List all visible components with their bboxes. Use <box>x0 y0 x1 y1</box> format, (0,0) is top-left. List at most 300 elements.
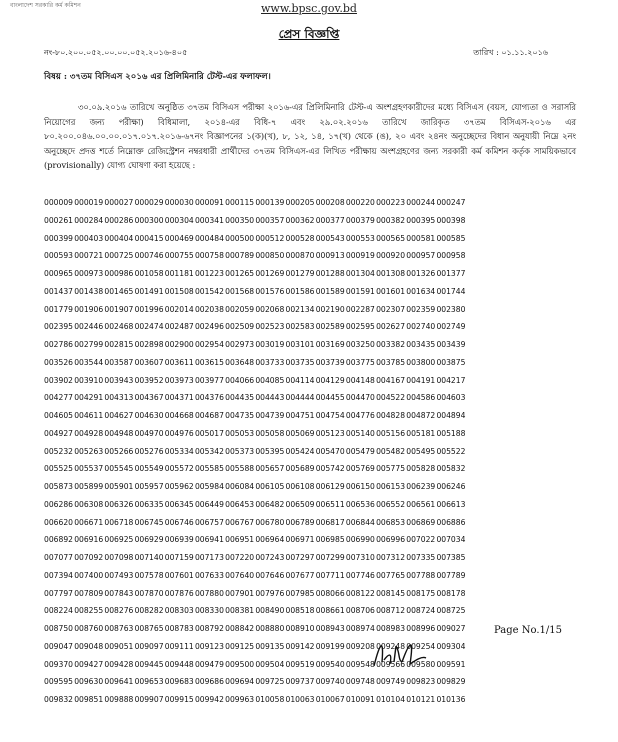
corner-logo-text: বাংলাদেশ সরকারি কর্ম কমিশন <box>10 2 81 9</box>
roll-number: 005373 <box>225 446 255 456</box>
roll-number: 000027 <box>104 198 134 207</box>
roll-number: 008224 <box>44 606 73 616</box>
roll-number: 007711 <box>315 570 345 580</box>
roll-number: 000965 <box>44 269 73 278</box>
roll-number: 001906 <box>74 304 104 314</box>
roll-number: 003101 <box>285 340 315 349</box>
roll-number: 000139 <box>255 198 285 207</box>
roll-number: 004739 <box>255 411 285 420</box>
roll-number: 009199 <box>315 641 345 651</box>
roll-number: 000030 <box>164 198 194 207</box>
document-title: প্রেস বিজ্ঞপ্তি <box>278 27 340 41</box>
roll-number: 006620 <box>44 517 73 527</box>
roll-number: 000395 <box>406 215 436 225</box>
roll-number: 007394 <box>44 570 73 580</box>
roll-number: 004776 <box>345 411 375 420</box>
roll-number: 009125 <box>225 641 255 651</box>
roll-row <box>44 478 584 496</box>
roll-number: 001181 <box>164 269 194 278</box>
roll-number: 003615 <box>194 357 224 367</box>
roll-number: 005585 <box>194 464 224 474</box>
roll-number: 004191 <box>406 375 436 385</box>
roll-number: 000746 <box>134 251 164 261</box>
roll-number: 002589 <box>315 322 345 332</box>
roll-number: 005495 <box>406 446 436 456</box>
roll-number: 006335 <box>134 499 164 509</box>
roll-number: 007646 <box>255 570 285 580</box>
roll-number: 000585 <box>436 233 466 243</box>
roll-number: 005156 <box>376 428 406 438</box>
roll-number: 003526 <box>44 357 73 367</box>
roll-number: 000029 <box>134 198 164 207</box>
roll-number: 009500 <box>225 659 255 669</box>
roll-row <box>44 212 584 230</box>
roll-number: 009686 <box>194 677 224 687</box>
roll-row <box>44 336 584 354</box>
roll-number: 006536 <box>345 499 375 509</box>
roll-number: 000261 <box>44 215 73 225</box>
roll-number: 003902 <box>44 375 73 385</box>
roll-number: 004605 <box>44 411 73 420</box>
roll-number: 002815 <box>104 340 134 349</box>
roll-number: 007312 <box>376 553 406 562</box>
roll-number: 002509 <box>225 322 255 332</box>
roll-number: 008706 <box>345 606 375 616</box>
roll-number: 009829 <box>436 677 466 687</box>
roll-row <box>44 460 584 478</box>
roll-number: 001058 <box>134 269 164 278</box>
roll-number: 008490 <box>255 606 285 616</box>
roll-number: 000512 <box>255 233 285 243</box>
roll-number: 004148 <box>345 375 375 385</box>
roll-number: 007493 <box>104 570 134 580</box>
roll-number: 005342 <box>194 446 224 456</box>
roll-number: 000286 <box>104 215 134 225</box>
roll-number: 009832 <box>44 695 73 704</box>
roll-number: 008783 <box>164 624 194 633</box>
roll-number: 000115 <box>225 198 255 207</box>
roll-number: 002523 <box>255 322 285 332</box>
roll-number: 009051 <box>104 641 134 651</box>
roll-number: 007173 <box>194 553 224 562</box>
roll-number: 000208 <box>315 198 345 207</box>
roll-number: 007797 <box>44 588 73 598</box>
roll-number: 005053 <box>225 428 255 438</box>
roll-number: 000379 <box>345 215 375 225</box>
roll-number: 004927 <box>44 428 73 438</box>
roll-number: 005479 <box>345 446 375 456</box>
roll-row <box>44 496 584 514</box>
roll-number: 001308 <box>376 269 406 278</box>
roll-number: 009428 <box>104 659 134 669</box>
roll-number: 009548 <box>345 659 375 669</box>
roll-number: 002359 <box>406 304 436 314</box>
roll-number: 000919 <box>345 251 375 261</box>
roll-number: 000758 <box>194 251 224 261</box>
roll-number: 007335 <box>406 553 436 562</box>
roll-number: 004066 <box>225 375 255 385</box>
roll-number: 006971 <box>285 535 315 545</box>
roll-number: 006561 <box>406 499 436 509</box>
roll-number: 006246 <box>436 482 466 491</box>
roll-number: 004735 <box>225 411 255 420</box>
roll-number: 004751 <box>285 411 315 420</box>
roll-number: 004611 <box>74 411 104 420</box>
roll-number: 005181 <box>406 428 436 438</box>
roll-number: 009504 <box>255 659 285 669</box>
roll-number: 006308 <box>74 499 104 509</box>
roll-number: 003785 <box>376 357 406 367</box>
roll-number: 000528 <box>285 233 315 243</box>
roll-number: 002595 <box>345 322 375 332</box>
roll-number: 003439 <box>436 340 466 349</box>
roll-number: 008276 <box>104 606 134 616</box>
roll-number: 007985 <box>285 588 315 598</box>
roll-number: 006892 <box>44 535 73 545</box>
roll-number: 007976 <box>255 588 285 598</box>
roll-row <box>44 638 584 656</box>
roll-row <box>44 602 584 620</box>
roll-number: 007034 <box>436 535 466 545</box>
roll-number: 008724 <box>406 606 436 616</box>
roll-number: 006105 <box>255 482 285 491</box>
roll-row <box>44 283 584 301</box>
roll-row <box>44 656 584 674</box>
roll-number: 008880 <box>255 624 285 633</box>
roll-number: 000973 <box>74 269 104 278</box>
roll-number: 007809 <box>74 588 104 598</box>
roll-number: 000399 <box>44 233 73 243</box>
roll-number: 004443 <box>255 393 285 403</box>
roll-number: 004522 <box>376 393 406 403</box>
roll-number: 009135 <box>255 641 285 651</box>
roll-number: 005901 <box>104 482 134 491</box>
roll-number: 009740 <box>315 677 345 687</box>
roll-number: 007140 <box>134 553 164 562</box>
roll-number: 002395 <box>44 322 73 332</box>
roll-number: 000377 <box>315 215 345 225</box>
roll-number: 005984 <box>194 482 224 491</box>
roll-number: 007159 <box>164 553 194 562</box>
roll-number: 005017 <box>194 428 224 438</box>
roll-number: 000357 <box>255 215 285 225</box>
roll-number: 010058 <box>255 695 285 704</box>
roll-number: 000913 <box>315 251 345 261</box>
roll-row <box>44 247 584 265</box>
roll-number: 003382 <box>376 340 406 349</box>
roll-row <box>44 673 584 691</box>
roll-number: 005572 <box>164 464 194 474</box>
roll-number: 005232 <box>44 446 73 456</box>
roll-number: 003019 <box>255 340 285 349</box>
roll-number: 004217 <box>436 375 466 385</box>
roll-number: 008122 <box>345 588 375 598</box>
roll-number: 003775 <box>345 357 375 367</box>
body-paragraph: ৩০.০৯.২০১৬ তারিখে অনুষ্ঠিত ৩৭তম বিসিএস পরীক্ষা ২০১৬-এর প্রিলিমিনারি টেস্ট-এ অংশগ্রহণকারীদের মধ্যে বিসিএস (বয়স, যোগ্যতা ও সরাসরি নিয়োগের জন্য পরীক্ষা) বিধিমালা, ২০১৪-এর বিধি-৭ এবং ২৯.০২.২০১৬ তারিখে জারিকৃত ৩৭তম বিসিএস-২০১৬ এর ৮০.২০০.০৪৬.০০.০০.০১৭.০১৭.২০১৬-৬৭নং বিজ্ঞাপনের ১(ক)(খ), ৮, ১২, ১৪, ১৭(খ) থেকে (ঙ), ২০ এবং ২৪নং অনুচ্ছেদের বিধান অনুযায়ী নিম্নে ২নং অনুচ্ছেদে প্রদত্ত শর্তে নিম্নোক্ত রেজিস্ট্রেশন নম্বরধারী প্রার্থীদের ৩৭তম বিসিএস-এর লিখিত পরীক্ষায় অংশগ্রহণের জন্য সরকারী কর্ম কমিশন কর্তৃক সাময়িকভাবে (provisionally) যোগ্য ঘোষণা করা হয়েছে : <box>44 102 576 171</box>
roll-number: 000721 <box>74 251 104 261</box>
roll-number: 007310 <box>345 553 375 562</box>
roll-number: 000300 <box>134 215 164 225</box>
roll-number: 004603 <box>436 393 466 403</box>
roll-number: 004828 <box>376 411 406 420</box>
roll-number: 006084 <box>225 482 255 491</box>
roll-number: 000284 <box>74 215 104 225</box>
roll-number: 001586 <box>285 286 315 296</box>
roll-number: 009641 <box>104 677 134 687</box>
roll-number: 009208 <box>345 641 375 651</box>
roll-number: 003735 <box>285 357 315 367</box>
roll-number: 007220 <box>225 553 255 562</box>
roll-number: 005775 <box>376 464 406 474</box>
roll-number: 000593 <box>44 251 73 261</box>
roll-number: 002487 <box>164 322 194 332</box>
roll-number: 002059 <box>225 304 255 314</box>
roll-number: 006844 <box>345 517 375 527</box>
roll-number: 006789 <box>285 517 315 527</box>
roll-number: 000304 <box>164 215 194 225</box>
roll-number: 006150 <box>345 482 375 491</box>
roll-number: 010063 <box>285 695 315 704</box>
roll-number: 005689 <box>285 464 315 474</box>
roll-number: 006108 <box>285 482 315 491</box>
roll-number: 008712 <box>376 606 406 616</box>
roll-number: 005140 <box>345 428 375 438</box>
roll-number: 009123 <box>194 641 224 651</box>
roll-number: 005123 <box>315 428 345 438</box>
roll-number: 005470 <box>315 446 345 456</box>
roll-number: 006326 <box>104 499 134 509</box>
roll-number: 009725 <box>255 677 285 687</box>
roll-number: 007640 <box>225 570 255 580</box>
roll-number: 009097 <box>134 641 164 651</box>
roll-number: 001576 <box>255 286 285 296</box>
roll-number: 003800 <box>406 357 436 367</box>
roll-number: 000205 <box>285 198 315 207</box>
roll-number: 002038 <box>194 304 224 314</box>
roll-number: 004129 <box>315 375 345 385</box>
roll-number: 009370 <box>44 659 73 669</box>
roll-number: 008255 <box>74 606 104 616</box>
roll-number: 004754 <box>315 411 345 420</box>
roll-row <box>44 354 584 372</box>
roll-row <box>44 585 584 603</box>
roll-number: 004687 <box>194 411 224 420</box>
roll-number: 009027 <box>436 624 466 633</box>
roll-number: 006990 <box>345 535 375 545</box>
roll-number: 000220 <box>345 198 375 207</box>
roll-number: 000581 <box>406 233 436 243</box>
roll-number: 002786 <box>44 340 73 349</box>
roll-number: 006929 <box>134 535 164 545</box>
roll-number: 008765 <box>134 624 164 633</box>
roll-number: 002898 <box>134 340 164 349</box>
roll-number: 000009 <box>44 198 73 207</box>
roll-number: 009566 <box>376 659 406 669</box>
roll-number: 000398 <box>436 215 466 225</box>
roll-number: 005962 <box>164 482 194 491</box>
roll-number: 008145 <box>376 588 406 598</box>
roll-number: 001223 <box>194 269 224 278</box>
roll-number: 005742 <box>315 464 345 474</box>
roll-number: 009595 <box>44 677 73 687</box>
roll-number: 008725 <box>436 606 466 616</box>
roll-number: 001269 <box>255 269 285 278</box>
roll-number: 000091 <box>194 198 224 207</box>
roll-number: 009048 <box>74 641 104 651</box>
roll-number: 006925 <box>104 535 134 545</box>
roll-number: 001491 <box>134 286 164 296</box>
roll-number: 008910 <box>285 624 315 633</box>
roll-number: 004948 <box>104 428 134 438</box>
roll-number: 006746 <box>164 517 194 527</box>
roll-row <box>44 425 584 443</box>
roll-number: 000789 <box>225 251 255 261</box>
roll-number: 010091 <box>345 695 375 704</box>
roll-number: 006996 <box>376 535 406 545</box>
roll-number: 008943 <box>315 624 345 633</box>
roll-number: 006941 <box>194 535 224 545</box>
roll-number: 000223 <box>376 198 406 207</box>
roll-number: 002468 <box>104 322 134 332</box>
roll-number: 009479 <box>194 659 224 669</box>
roll-number: 006964 <box>255 535 285 545</box>
roll-number: 007677 <box>285 570 315 580</box>
roll-number: 004291 <box>74 393 104 403</box>
roll-number: 003607 <box>134 357 164 367</box>
roll-number: 005873 <box>44 482 73 491</box>
roll-number: 008983 <box>376 624 406 633</box>
memo-number: নং-৮০.২০০.০৫২.০০.০০.০৫২.২০১৬-৪০৫ <box>44 48 188 57</box>
roll-number: 008066 <box>315 588 345 598</box>
roll-number: 008792 <box>194 624 224 633</box>
roll-number: 009630 <box>74 677 104 687</box>
roll-number: 001591 <box>345 286 375 296</box>
roll-number: 004444 <box>285 393 315 403</box>
roll-number: 004976 <box>164 428 194 438</box>
roll-number: 010121 <box>406 695 436 704</box>
roll-number: 007092 <box>74 553 104 562</box>
roll-number: 001601 <box>376 286 406 296</box>
roll-number: 001634 <box>406 286 436 296</box>
roll-number: 003250 <box>345 340 375 349</box>
roll-number: 006853 <box>376 517 406 527</box>
roll-number: 004630 <box>134 411 164 420</box>
roll-number: 004928 <box>74 428 104 438</box>
roll-number: 008178 <box>436 588 466 598</box>
roll-number: 004085 <box>255 375 285 385</box>
roll-number: 001465 <box>104 286 134 296</box>
roll-number: 003977 <box>194 375 224 385</box>
roll-number: 008661 <box>315 606 345 616</box>
roll-number: 009749 <box>376 677 406 687</box>
roll-number: 005424 <box>285 446 315 456</box>
roll-number: 004668 <box>164 411 194 420</box>
roll-number: 008381 <box>225 606 255 616</box>
roll-number: 006767 <box>225 517 255 527</box>
roll-number: 008330 <box>194 606 224 616</box>
roll-number: 001907 <box>104 304 134 314</box>
roll-number: 006985 <box>315 535 345 545</box>
roll-number: 001438 <box>74 286 104 296</box>
roll-number: 000920 <box>376 251 406 261</box>
roll-number: 006718 <box>104 517 134 527</box>
roll-number: 003435 <box>406 340 436 349</box>
roll-number: 002627 <box>376 322 406 332</box>
roll-number: 003952 <box>134 375 164 385</box>
roll-number: 004313 <box>104 393 134 403</box>
roll-row <box>44 691 584 709</box>
roll-number: 002068 <box>255 304 285 314</box>
roll-number: 009047 <box>44 641 73 651</box>
roll-number: 006886 <box>436 517 466 527</box>
roll-number: 002446 <box>74 322 104 332</box>
roll-number: 008750 <box>44 624 73 633</box>
roll-number: 001437 <box>44 286 73 296</box>
body-text <box>44 100 576 173</box>
roll-number: 004872 <box>406 411 436 420</box>
roll-number: 007299 <box>315 553 345 562</box>
roll-number: 006780 <box>255 517 285 527</box>
roll-number: 000850 <box>255 251 285 261</box>
roll-number: 000244 <box>406 198 436 207</box>
roll-number: 000350 <box>225 215 255 225</box>
roll-number: 000484 <box>194 233 224 243</box>
roll-row <box>44 549 584 567</box>
roll-number: 009445 <box>134 659 164 669</box>
roll-number: 007765 <box>376 570 406 580</box>
roll-number: 000403 <box>74 233 104 243</box>
roll-number: 000957 <box>406 251 436 261</box>
roll-number: 009907 <box>134 695 164 704</box>
roll-number: 005525 <box>44 464 73 474</box>
roll-number: 008996 <box>406 624 436 633</box>
roll-row <box>44 318 584 336</box>
roll-number: 000019 <box>74 198 104 207</box>
roll-number: 009254 <box>406 641 436 651</box>
roll-number: 004367 <box>134 393 164 403</box>
roll-row <box>44 389 584 407</box>
roll-number: 009653 <box>134 677 164 687</box>
roll-number: 000986 <box>104 269 134 278</box>
roll-number: 003910 <box>74 375 104 385</box>
document-date: তারিখ : ০১.১১.২০১৬ <box>473 48 548 57</box>
roll-number: 006951 <box>225 535 255 545</box>
roll-number: 004470 <box>345 393 375 403</box>
website-url[interactable]: www.bpsc.gov.bd <box>261 2 357 15</box>
roll-number: 006345 <box>164 499 194 509</box>
roll-number: 005832 <box>436 464 466 474</box>
roll-number: 005537 <box>74 464 104 474</box>
roll-number: 005188 <box>436 428 466 438</box>
roll-number: 009737 <box>285 677 315 687</box>
roll-number: 000543 <box>315 233 345 243</box>
roll-number: 000341 <box>194 215 224 225</box>
roll-number: 001568 <box>225 286 255 296</box>
roll-number: 000870 <box>285 251 315 261</box>
roll-number: 007022 <box>406 535 436 545</box>
roll-number: 008303 <box>164 606 194 616</box>
page-number: Page No.1/15 <box>494 625 562 636</box>
roll-number: 000500 <box>225 233 255 243</box>
roll-number: 009915 <box>164 695 194 704</box>
roll-number: 002134 <box>285 304 315 314</box>
roll-number: 002287 <box>345 304 375 314</box>
roll-number: 005545 <box>104 464 134 474</box>
roll-number: 005266 <box>104 446 134 456</box>
roll-number: 001288 <box>315 269 345 278</box>
roll-number: 001996 <box>134 304 164 314</box>
roll-number: 006449 <box>194 499 224 509</box>
